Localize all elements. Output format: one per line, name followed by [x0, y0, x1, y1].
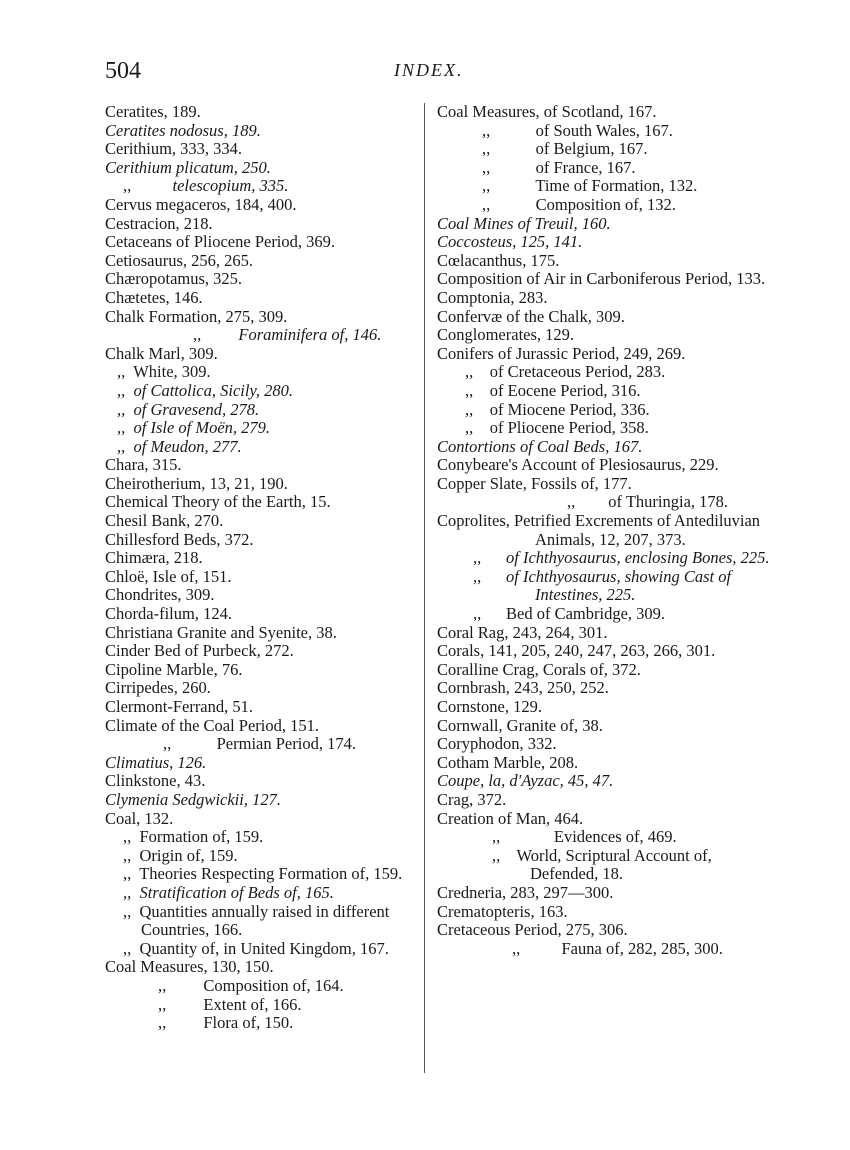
- index-entry: ,, of France, 167.: [482, 157, 636, 177]
- index-entry: ,, of Ichthyosaurus, enclosing Bones, 225.: [473, 548, 770, 568]
- index-entry: Contortions of Coal Beds, 167.: [437, 436, 643, 456]
- index-entry: Ceratites nodosus, 189.: [105, 120, 261, 140]
- index-entry: Coccosteus, 125, 141.: [437, 232, 583, 252]
- index-entry: ,, Permian Period, 174.: [163, 734, 356, 754]
- index-entry: Cetiosaurus, 256, 265.: [105, 250, 254, 270]
- index-entry: ,, of Thuringia, 178.: [567, 492, 729, 512]
- index-entry: Crematopteris, 163.: [437, 901, 568, 921]
- index-entry: Clermont-Ferrand, 51.: [105, 697, 254, 716]
- index-entry: Corals, 141, 205, 240, 247, 263, 266, 301.: [437, 641, 716, 661]
- index-entry: Cotham Marble, 208.: [437, 752, 579, 772]
- index-entry: ,, Extent of, 166.: [158, 994, 302, 1014]
- index-entry: Conybeare's Account of Plesiosaurus, 229.: [437, 455, 719, 475]
- index-entry: Comptonia, 283.: [437, 287, 548, 307]
- index-entry: Chalk Formation, 275, 309.: [105, 306, 288, 326]
- index-entry: Cipoline Marble, 76.: [105, 659, 243, 679]
- index-entry: ,, Composition of, 164.: [158, 975, 344, 995]
- index-entry: ,, Composition of, 132.: [482, 194, 676, 214]
- running-head: INDEX.: [394, 60, 464, 80]
- index-entry: ,, of Cattolica, Sicily, 280.: [117, 380, 293, 400]
- index-entry: Coal Mines of Treuil, 160.: [437, 213, 611, 233]
- index-entry: ,, of Cretaceous Period, 283.: [465, 362, 666, 382]
- index-entry: ,, Stratification of Beds of, 165.: [123, 882, 334, 902]
- index-entry: ,, of Gravesend, 278.: [117, 399, 260, 419]
- index-entry: ,, of Isle of Moën, 279.: [117, 418, 271, 438]
- index-entry: ,, of Eocene Period, 316.: [465, 380, 641, 400]
- index-entry: ,, of Ichthyosaurus, showing Cast of Intestines, 225.: [473, 566, 736, 605]
- index-entry: Cornstone, 129.: [437, 697, 542, 716]
- index-entry: Coal, 132.: [105, 808, 174, 828]
- index-entry: Coal Measures, of Scotland, 167.: [437, 102, 657, 121]
- index-entry: ,, of Belgium, 167.: [482, 139, 648, 159]
- index-entry: Coral Rag, 243, 264, 301.: [437, 622, 608, 642]
- index-entry: Copper Slate, Fossils of, 177.: [437, 473, 632, 493]
- index-entry: Cestracion, 218.: [105, 213, 213, 233]
- index-entry: Chætetes, 146.: [105, 287, 203, 307]
- index-entry: Chæropotamus, 325.: [105, 269, 243, 289]
- index-entry: Cornwall, Granite of, 38.: [437, 715, 603, 735]
- index-entry: ,, of Meudon, 277.: [117, 436, 242, 456]
- index-entry: ,, of South Wales, 167.: [482, 120, 673, 140]
- index-entry: Chemical Theory of the Earth, 15.: [105, 492, 331, 512]
- index-entry: Cinder Bed of Purbeck, 272.: [105, 641, 294, 661]
- index-entry: Cetaceans of Pliocene Period, 369.: [105, 232, 336, 252]
- index-entry: ,, Formation of, 159.: [123, 827, 264, 847]
- index-entry: Chillesford Beds, 372.: [105, 529, 254, 549]
- page-number: 504: [105, 58, 141, 84]
- index-entry: Chloë, Isle of, 151.: [105, 566, 232, 586]
- index-entry: Cerithium plicatum, 250.: [105, 157, 271, 177]
- index-entry: ,, Bed of Cambridge, 309.: [473, 604, 666, 624]
- index-entry: Cœlacanthus, 175.: [437, 250, 560, 270]
- index-entry: Conglomerates, 129.: [437, 325, 575, 345]
- index-entry: ,, Quantities annually raised in different Countries, 166.: [123, 901, 394, 940]
- index-entry: Climatius, 126.: [105, 752, 207, 772]
- index-entry: ,, telescopium, 335.: [123, 176, 289, 196]
- index-entry: Ceratites, 189.: [105, 102, 201, 121]
- index-entry: Cheirotherium, 13, 21, 190.: [105, 473, 288, 493]
- index-entry: ,, Foraminifera of, 146.: [193, 325, 382, 345]
- index-entry: ,, World, Scriptural Account of, Defended, 18.: [492, 845, 716, 884]
- index-entry: Chimæra, 218.: [105, 548, 203, 568]
- index-entry: Coupe, la, d'Ayzac, 45, 47.: [437, 771, 614, 791]
- index-entry: Climate of the Coal Period, 151.: [105, 715, 320, 735]
- column-divider: [424, 103, 425, 1073]
- index-entry: Chara, 315.: [105, 455, 182, 475]
- index-entry: Coal Measures, 130, 150.: [105, 957, 274, 977]
- index-entry: Clymenia Sedgwickii, 127.: [105, 789, 281, 809]
- index-entry: ,, White, 309.: [117, 362, 211, 382]
- index-entry: Composition of Air in Carboniferous Period, 133.: [437, 269, 766, 289]
- index-entry: Cornbrash, 243, 250, 252.: [437, 678, 609, 698]
- index-entry: Chorda-filum, 124.: [105, 604, 232, 624]
- index-entry: Clinkstone, 43.: [105, 771, 206, 791]
- index-entry: Chesil Bank, 270.: [105, 511, 224, 531]
- index-column-left: [105, 103, 413, 1033]
- index-entry: Chondrites, 309.: [105, 585, 215, 605]
- index-entry: ,, Theories Respecting Formation of, 159.: [123, 864, 403, 884]
- index-entry: Cretaceous Period, 275, 306.: [437, 920, 628, 940]
- index-entry: Christiana Granite and Syenite, 38.: [105, 622, 337, 642]
- page-header: [0, 0, 850, 100]
- index-column-right: [437, 103, 775, 958]
- index-entry: ,, Origin of, 159.: [123, 845, 238, 865]
- index-entry: ,, of Miocene Period, 336.: [465, 399, 650, 419]
- index-entry: ,, Quantity of, in United Kingdom, 167.: [123, 938, 389, 958]
- index-entry: Creation of Man, 464.: [437, 808, 584, 828]
- index-entry: Coralline Crag, Corals of, 372.: [437, 659, 641, 679]
- index-entry: Chalk Marl, 309.: [105, 343, 218, 363]
- index-entry: Credneria, 283, 297—300.: [437, 882, 614, 902]
- index-entry: Crag, 372.: [437, 789, 507, 809]
- index-entry: ,, Time of Formation, 132.: [482, 176, 698, 196]
- index-entry: Coryphodon, 332.: [437, 734, 557, 754]
- index-entry: Cirripedes, 260.: [105, 678, 211, 698]
- index-entry: Confervæ of the Chalk, 309.: [437, 306, 625, 326]
- index-entry: Conifers of Jurassic Period, 249, 269.: [437, 343, 686, 363]
- index-entry: ,, Evidences of, 469.: [492, 827, 677, 847]
- index-entry: ,, Flora of, 150.: [158, 1013, 294, 1033]
- index-entry: Cerithium, 333, 334.: [105, 139, 243, 159]
- index-entry: ,, Fauna of, 282, 285, 300.: [512, 938, 723, 958]
- index-entry: Coprolites, Petrified Excrements of Antediluvian Animals, 12, 207, 373.: [437, 511, 764, 549]
- index-entry: Cervus megaceros, 184, 400.: [105, 194, 297, 214]
- index-entry: ,, of Pliocene Period, 358.: [465, 418, 649, 438]
